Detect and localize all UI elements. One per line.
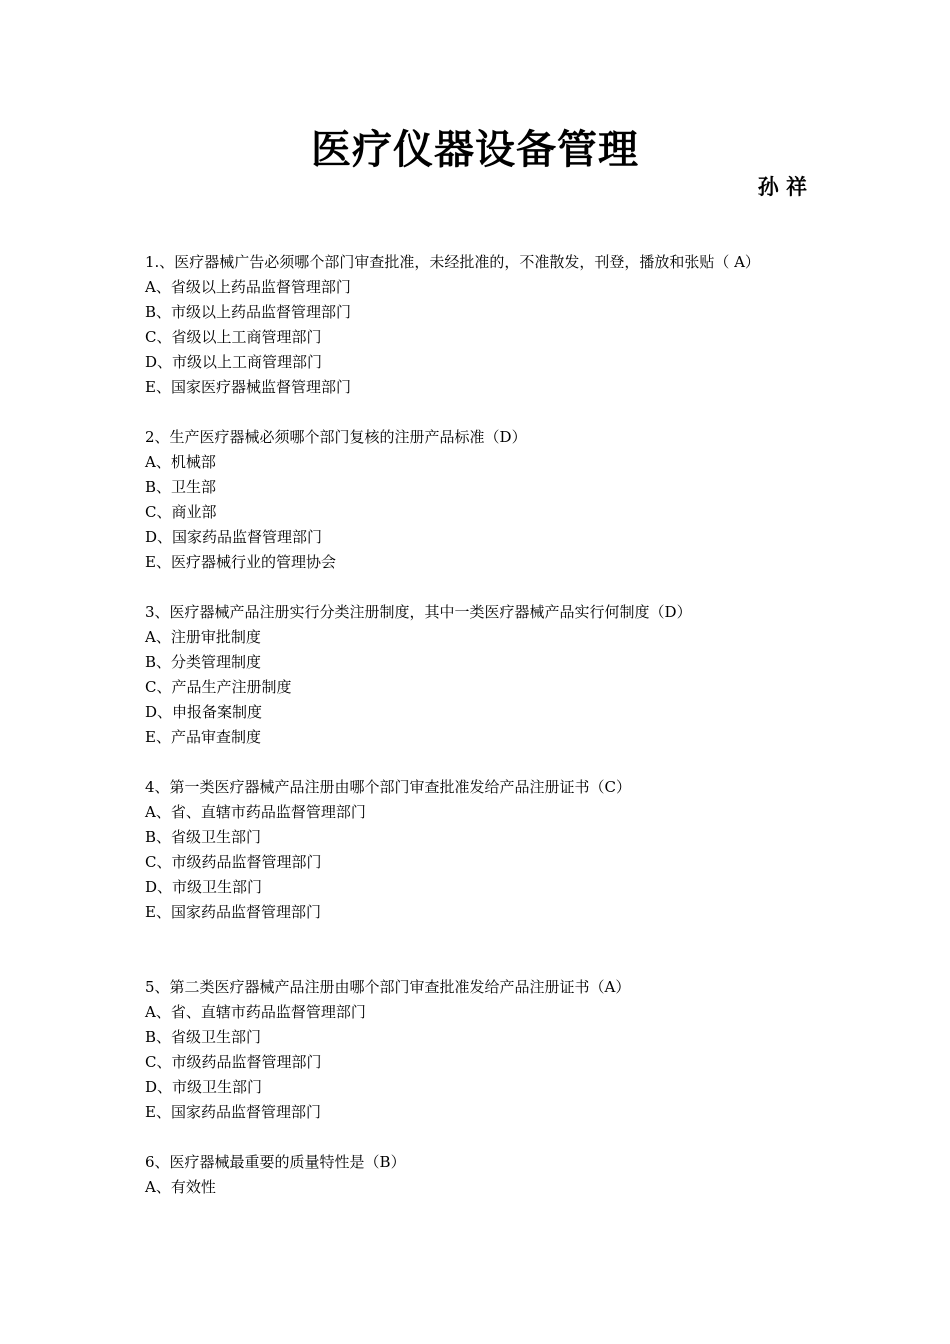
document-title: 医疗仪器设备管理 [311,126,639,173]
option-b: B、卫生部 [145,478,217,496]
option-b: B、市级以上药品监督管理部门 [145,303,352,321]
option-b: B、省级卫生部门 [145,828,262,846]
option-c: C、市级药品监督管理部门 [145,853,322,871]
spacer [145,925,810,975]
question-text: 5、第二类医疗器械产品注册由哪个部门审查批准发给产品注册证书（A） [145,978,631,996]
option-c: C、产品生产注册制度 [145,678,292,696]
option-d: D、申报备案制度 [145,703,263,721]
option-a: A、省、直辖市药品监督管理部门 [145,1003,366,1021]
option-a: A、注册审批制度 [145,628,261,646]
question-text: 2、生产医疗器械必须哪个部门复核的注册产品标准（D） [145,428,527,446]
question-text: 4、第一类医疗器械产品注册由哪个部门审查批准发给产品注册证书（C） [145,778,632,796]
option-e: E、国家药品监督管理部门 [145,903,321,921]
option-e: E、国家医疗器械监督管理部门 [145,378,351,396]
question-6 [145,1150,810,1200]
question-2 [145,425,810,575]
question-list [145,250,810,1200]
spacer [145,575,810,600]
option-b: B、分类管理制度 [145,653,262,671]
question-text: 1.、医疗器械广告必须哪个部门审查批准，未经批准的，不准散发，刊登，播放和张贴（ A） [145,253,760,271]
option-e: E、国家药品监督管理部门 [145,1103,321,1121]
spacer [145,400,810,425]
option-d: D、市级卫生部门 [145,1078,263,1096]
question-5 [145,975,810,1125]
option-e: E、医疗器械行业的管理协会 [145,553,336,571]
question-4 [145,775,810,925]
option-e: E、产品审查制度 [145,728,261,746]
spacer [145,1125,810,1150]
document-author: 孙 祥 [757,175,807,199]
option-a: A、机械部 [145,453,216,471]
option-a: A、有效性 [145,1178,216,1196]
question-text: 3、医疗器械产品注册实行分类注册制度，其中一类医疗器械产品实行何制度（D） [145,603,692,621]
option-c: C、省级以上工商管理部门 [145,328,322,346]
option-d: D、国家药品监督管理部门 [145,528,323,546]
question-1 [145,250,810,400]
question-3 [145,600,810,750]
option-c: C、商业部 [145,503,217,521]
spacer [145,750,810,775]
question-text: 6、医疗器械最重要的质量特性是（B） [145,1153,406,1171]
option-a: A、省、直辖市药品监督管理部门 [145,803,366,821]
option-d: D、市级卫生部门 [145,878,263,896]
option-c: C、市级药品监督管理部门 [145,1053,322,1071]
option-d: D、市级以上工商管理部门 [145,353,323,371]
option-b: B、省级卫生部门 [145,1028,262,1046]
option-a: A、省级以上药品监督管理部门 [145,278,351,296]
